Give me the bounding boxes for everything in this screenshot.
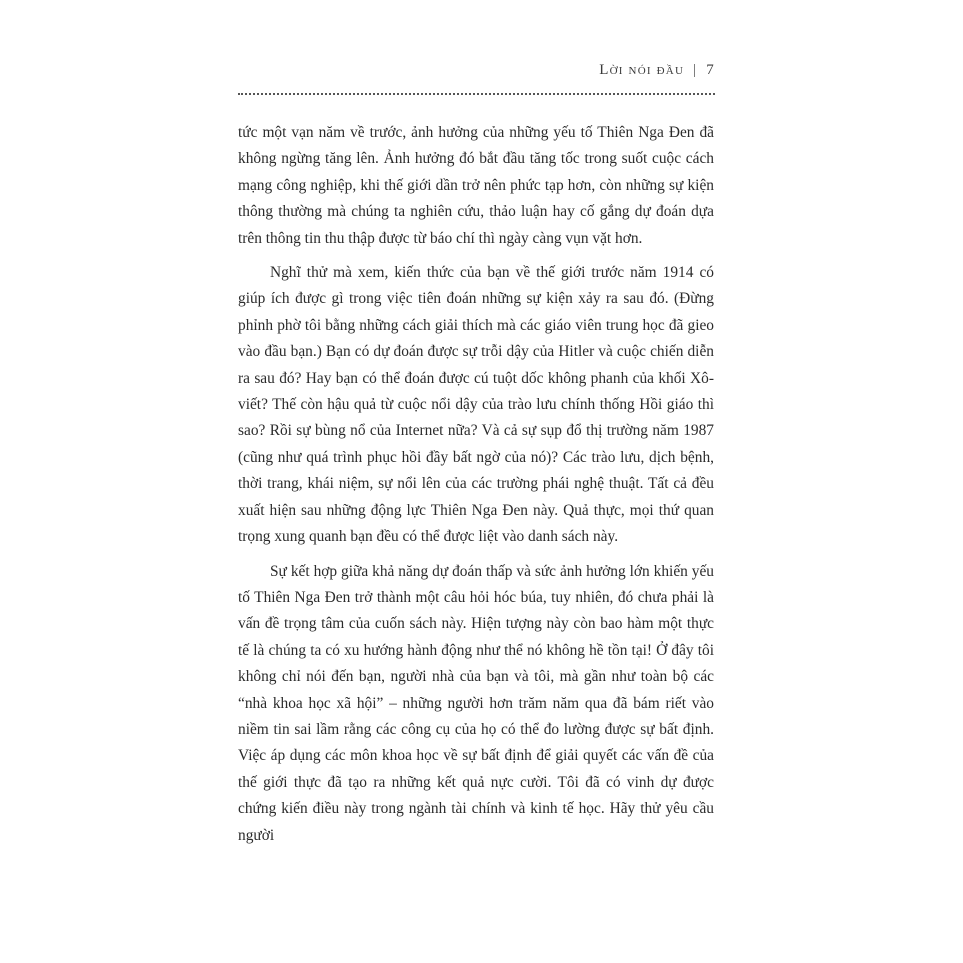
header-dotted-rule — [238, 93, 715, 95]
chapter-title: Lời nói đầu — [599, 62, 685, 78]
paragraph-3: Sự kết hợp giữa khả năng dự đoán thấp và sức ảnh hưởng lớn khiến yếu tố Thiên Nga Đen trở thành một câu hỏi hóc búa, tuy nhiên, đó chưa phải là vấn đề trọng tâm của cuốn sách này. Hiện tượng này còn bao hàm một thực tế là chúng ta có xu hướng hành động như thể nó không hề tồn tại! Ở đây tôi không chỉ nói đến bạn, người nhà của bạn và tôi, mà gần như toàn bộ các “nhà khoa học xã hội” – những người hơn trăm năm qua đã bám riết vào niềm tin sai lầm rằng các công cụ của họ có thể đo lường được sự bất định. Việc áp dụng các môn khoa học về sự bất định để giải quyết các vấn đề của thế giới thực đã tạo ra những kết quả nực cười. Tôi đã có vinh dự được chứng kiến điều này trong ngành tài chính và kinh tế học. Hãy thử yêu cầu người — [238, 562, 714, 844]
running-head — [238, 62, 715, 86]
header-separator: | — [693, 62, 698, 78]
paragraph-2: Nghĩ thử mà xem, kiến thức của bạn về thế giới trước năm 1914 có giúp ích được gì trong việc tiên đoán những sự kiện xảy ra sau đó. (Đừng phỉnh phờ tôi bằng những cách giải thích mà các giáo viên trung học đã gieo vào đầu bạn.) Bạn có dự đoán được sự trỗi dậy của Hitler và cuộc chiến diễn ra sau đó? Hay bạn có thể đoán được cú tuột dốc không phanh của khối Xô-viết? Thế còn hậu quả từ cuộc nổi dậy của trào lưu chính thống Hồi giáo thì sao? Rồi sự bùng nổ của Internet nữa? Và cả sự sụp đổ thị trường năm 1987 (cũng như quá trình phục hồi đầy bất ngờ của nó)? Các trào lưu, dịch bệnh, thời trang, khái niệm, sự nổi lên của các trường phái nghệ thuật. Tất cả đều xuất hiện sau những động lực Thiên Nga Đen này. Quả thực, mọi thứ quan trọng xung quanh bạn đều có thể được liệt vào danh sách này. — [238, 264, 714, 546]
paragraph-1: tức một vạn năm về trước, ảnh hưởng của những yếu tố Thiên Nga Đen đã không ngừng tăng lên. Ảnh hưởng đó bắt đầu tăng tốc trong suốt cuộc cách mạng công nghiệp, khi thế giới dần trở nên phức tạp hơn, còn những sự kiện thông thường mà chúng ta nghiên cứu, thảo luận hay cố gắng dự đoán dựa trên thông tin thu thập được từ báo chí thì ngày càng vụn vặt hơn. — [238, 124, 714, 247]
body-text — [238, 120, 714, 849]
page-number: 7 — [706, 62, 715, 78]
